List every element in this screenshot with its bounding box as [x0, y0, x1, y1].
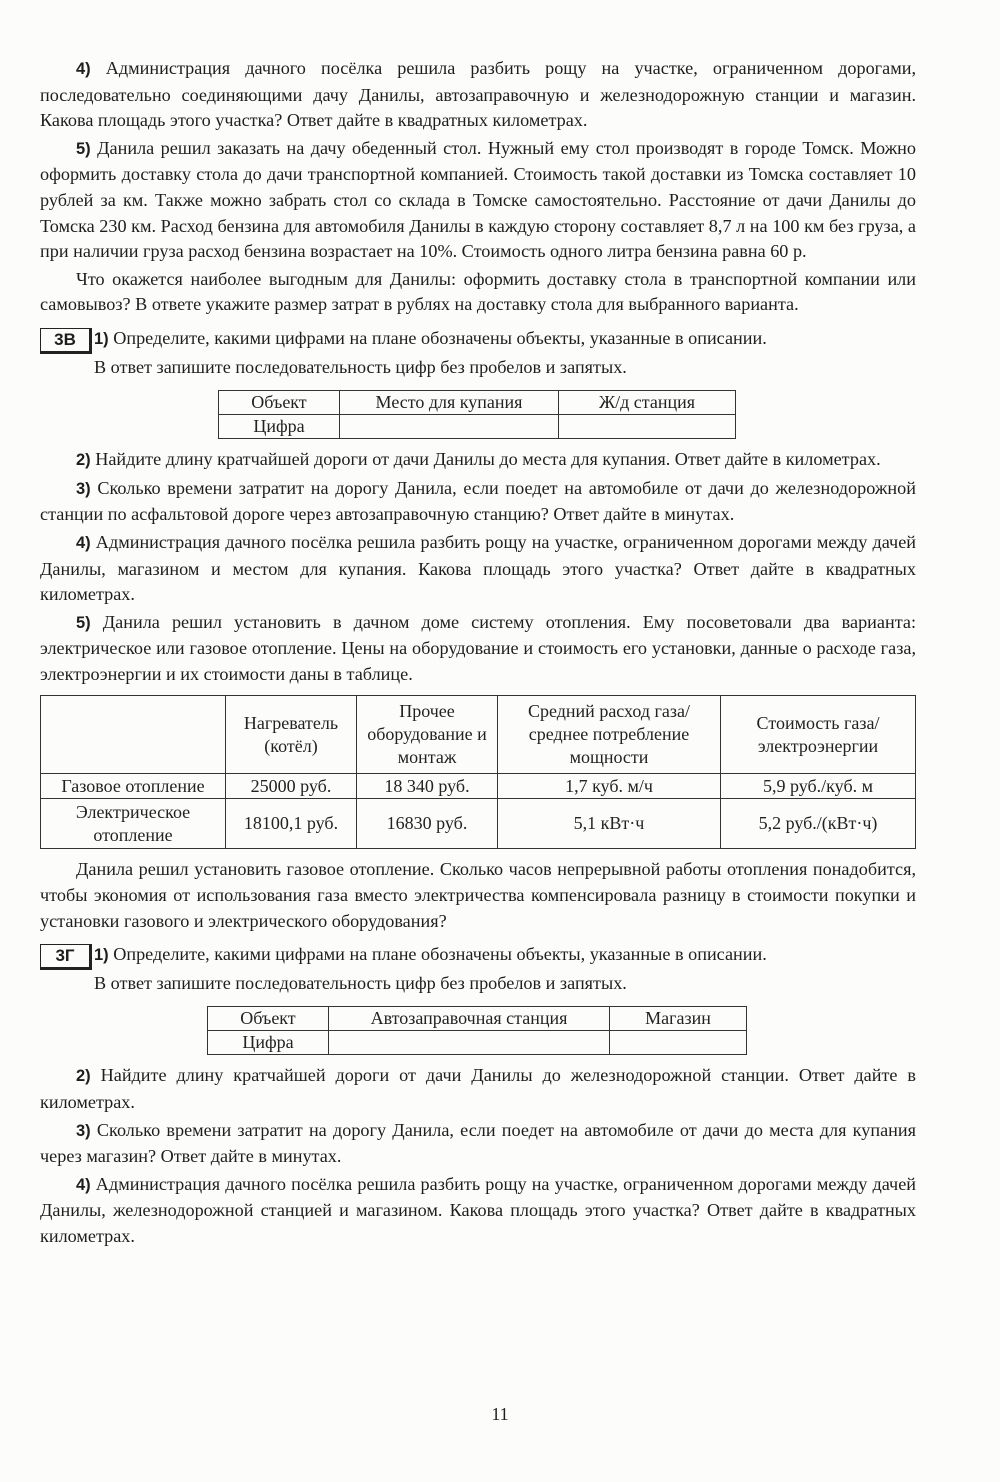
task-3v	[40, 326, 916, 934]
task-3g-item-3	[40, 1118, 916, 1170]
item-text: Определите, какими цифрами на плане обозначены объекты, указанные в описании.	[108, 327, 767, 348]
item-number: 5)	[76, 139, 91, 158]
item-text: Найдите длину кратчайшей дороги от дачи Данилы до места для купания. Ответ дайте в километрах.	[90, 449, 881, 470]
item-text: Данила решил установить в дачном доме систему отопления. Ему посоветовали два варианта: электрическое или газовое отопление. Цены на оборудование и стоимость его установки, данные о расходе газа, электроэнергии и их стоимости даны в таблице.	[40, 611, 916, 684]
paragraph-top-4	[40, 56, 916, 134]
table-row-label: Электрическое отопление	[41, 799, 226, 849]
item-number: 3)	[76, 479, 91, 498]
task-3g-item-1-cont: В ответ запишите последовательность цифр без пробелов и запятых.	[94, 972, 627, 993]
table-header: Стоимость газа/ электроэнергии	[721, 696, 916, 774]
task-badge: 3В	[40, 328, 92, 354]
objects-table-3g	[207, 1006, 747, 1055]
task-3v-item-1	[40, 326, 916, 353]
table-cell: 25000 руб.	[226, 774, 357, 799]
table-cell: 16830 руб.	[357, 799, 498, 849]
task-3v-question: Данила решил установить газовое отопление. Сколько часов непрерывной работы отопления понадобится, чтобы экономия от использования газа вместо электричества компенсировала разницу в стоимости покупки и установки газового и электрического оборудования?	[40, 859, 916, 931]
table-cell: Объект	[219, 391, 340, 415]
table-header: Прочее оборудование и монтаж	[357, 696, 498, 774]
table-cell: 18 340 руб.	[357, 774, 498, 799]
task-badge: 3Г	[40, 944, 92, 970]
task-3g-item-2	[40, 1063, 916, 1115]
item-number: 4)	[76, 533, 91, 552]
task-3g	[40, 942, 916, 1249]
table-cell: 5,2 руб./(кВт·ч)	[721, 799, 916, 849]
item-text: Найдите длину кратчайшей дороги от дачи Данилы до железнодорожной станции. Ответ дайте в километрах.	[40, 1065, 916, 1113]
task-3g-item-4	[40, 1172, 916, 1250]
table-cell: Магазин	[610, 1007, 747, 1031]
table-header: Нагреватель (котёл)	[226, 696, 357, 774]
item-text: Администрация дачного посёлка решила разбить рощу на участке, ограниченном дорогами, последовательно соединяющими дачу Данилы, автозаправочную и железнодорожную станции и магазин. Какова площадь этого участка? Ответ дайте в квадратных километрах.	[40, 58, 916, 131]
item-text: Администрация дачного посёлка решила разбить рощу на участке, ограниченном дорогами между дачей Данилы, железнодорожной станцией и магазином. Какова площадь этого участка? Ответ дайте в квадратных километрах.	[40, 1173, 916, 1246]
table-cell: Ж/д станция	[559, 391, 736, 415]
paragraph-top-5	[40, 136, 916, 265]
item-number: 4)	[76, 1175, 91, 1194]
table-cell: Цифра	[219, 415, 340, 439]
answer-cell[interactable]	[559, 415, 736, 439]
table-cell	[41, 696, 226, 774]
task-3v-item-5	[40, 610, 916, 688]
answer-cell[interactable]	[329, 1031, 610, 1055]
item-number: 2)	[76, 1067, 91, 1086]
item-text: Администрация дачного посёлка решила разбить рощу на участке, ограниченном дорогами между дачей Данилы, магазином и местом для купания. Какова площадь этого участка? Ответ дайте в квадратных километрах.	[40, 531, 916, 605]
heating-table	[40, 695, 916, 849]
item-number: 4)	[76, 60, 91, 78]
item-text: Сколько времени затратит на дорогу Данила, если поедет на автомобиле от дачи до железнодорожной станции по асфальтовой дороге через автозаправочную станцию? Ответ дайте в минутах.	[40, 477, 916, 525]
table-header: Средний расход газа/ среднее потребление мощности	[498, 696, 721, 774]
table-cell: 1,7 куб. м/ч	[498, 774, 721, 799]
objects-table-3v	[218, 390, 736, 439]
item-text: Сколько времени затратит на дорогу Данила, если поедет на автомобиле от дачи до места для купания через магазин? Ответ дайте в минутах.	[40, 1119, 916, 1167]
table-row-label: Газовое отопление	[41, 774, 226, 799]
table-cell: Место для купания	[340, 391, 559, 415]
answer-cell[interactable]	[610, 1031, 747, 1055]
paragraph-top-5-question: Что окажется наиболее выгодным для Данилы: оформить доставку стола в транспортной компании или самовывоз? В ответе укажите размер затрат в рублях на доставку стола для выбранного варианта.	[40, 268, 916, 315]
table-cell: Автозаправочная станция	[329, 1007, 610, 1031]
item-text: Данила решил заказать на дачу обеденный стол. Нужный ему стол производят в городе Томск. Можно оформить доставку стола до дачи транспортной компанией. Стоимость такой доставки из Томска составляет 10 рублей за км. Также можно забрать стол со склада в Томске самостоятельно. Расстояние от дачи Данилы до Томска 230 км. Расход бензина для автомобиля Данилы в каждую сторону составляет 8,7 л на 100 км без груза, а при наличии груза расход бензина возрастает на 10%. Стоимость одного литра бензина равна 60 р.	[40, 137, 916, 262]
item-number: 1)	[94, 329, 109, 348]
item-number: 1)	[94, 946, 109, 965]
table-cell: 5,1 кВт·ч	[498, 799, 721, 849]
table-cell: Объект	[208, 1007, 329, 1031]
task-3v-item-1-cont: В ответ запишите последовательность цифр без пробелов и запятых.	[94, 356, 627, 377]
task-3v-item-4	[40, 530, 916, 608]
page-number: 11	[491, 1404, 509, 1424]
task-3g-item-1	[40, 942, 916, 969]
item-number: 3)	[76, 1121, 91, 1140]
table-cell: 5,9 руб./куб. м	[721, 774, 916, 799]
task-3v-item-3	[40, 476, 916, 528]
task-3v-item-2	[40, 447, 916, 474]
item-number: 5)	[76, 613, 91, 632]
answer-cell[interactable]	[340, 415, 559, 439]
table-cell: Цифра	[208, 1031, 329, 1055]
page-content	[40, 56, 916, 1252]
table-cell: 18100,1 руб.	[226, 799, 357, 849]
item-number: 2)	[76, 451, 91, 470]
item-text: Определите, какими цифрами на плане обозначены объекты, указанные в описании.	[108, 944, 767, 965]
